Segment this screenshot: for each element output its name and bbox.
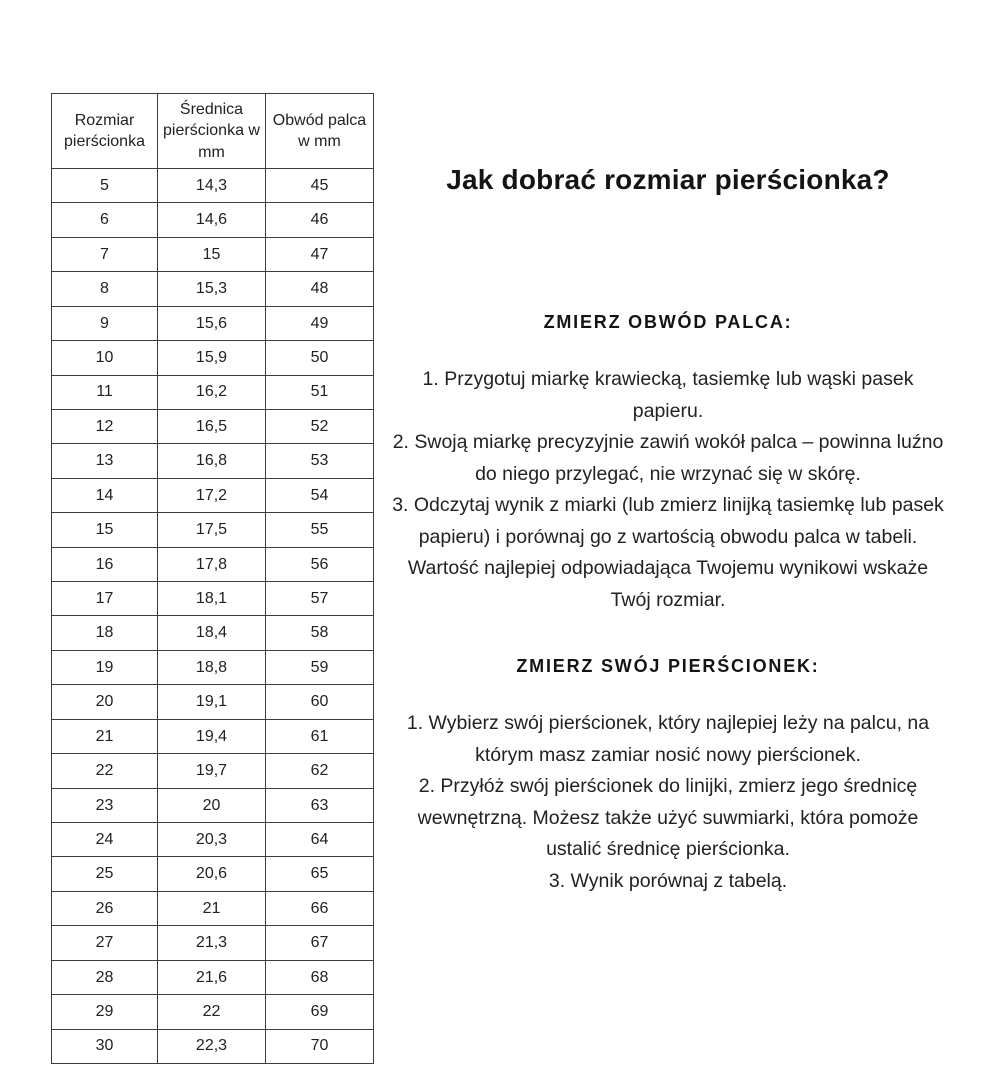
instructions-column bbox=[388, 0, 948, 897]
ring-size-cell: 16 bbox=[52, 547, 158, 581]
finger-circumference-cell: 45 bbox=[266, 169, 374, 203]
ring-size-cell: 25 bbox=[52, 857, 158, 891]
ring-diameter-cell: 18,8 bbox=[158, 650, 266, 684]
finger-circumference-cell: 56 bbox=[266, 547, 374, 581]
ring-size-table-container bbox=[51, 93, 374, 1064]
table-row bbox=[52, 823, 374, 857]
table-row bbox=[52, 926, 374, 960]
ring-size-cell: 21 bbox=[52, 719, 158, 753]
finger-circumference-cell: 50 bbox=[266, 341, 374, 375]
finger-circumference-cell: 54 bbox=[266, 478, 374, 512]
section-heading: ZMIERZ SWÓJ PIERŚCIONEK: bbox=[516, 656, 820, 676]
table-row bbox=[52, 306, 374, 340]
table-row bbox=[52, 409, 374, 443]
ring-diameter-cell: 19,1 bbox=[158, 685, 266, 719]
instruction-item: 1. Przygotuj miarkę krawiecką, tasiemkę lub wąski pasek papieru. bbox=[422, 368, 914, 422]
instruction-item: 3. Wynik porównaj z tabelą. bbox=[548, 869, 788, 892]
table-row bbox=[52, 547, 374, 581]
finger-circumference-cell: 58 bbox=[266, 616, 374, 650]
table-row bbox=[52, 375, 374, 409]
ring-diameter-cell: 22,3 bbox=[158, 1029, 266, 1063]
section-body bbox=[388, 364, 948, 616]
ring-diameter-cell: 21 bbox=[158, 891, 266, 925]
ring-diameter-cell: 17,2 bbox=[158, 478, 266, 512]
ring-size-cell: 19 bbox=[52, 650, 158, 684]
table-row bbox=[52, 650, 374, 684]
ring-diameter-cell: 15,3 bbox=[158, 272, 266, 306]
finger-circumference-cell: 64 bbox=[266, 823, 374, 857]
ring-size-cell: 29 bbox=[52, 995, 158, 1029]
ring-diameter-cell: 21,6 bbox=[158, 960, 266, 994]
instruction-item: 1. Wybierz swój pierścionek, który najlepiej leży na palcu, na którym masz zamiar nosić nowy pierścionek. bbox=[406, 712, 930, 766]
table-row bbox=[52, 582, 374, 616]
finger-circumference-cell: 63 bbox=[266, 788, 374, 822]
ring-diameter-cell: 20,6 bbox=[158, 857, 266, 891]
finger-circumference-cell: 59 bbox=[266, 650, 374, 684]
ring-size-table bbox=[51, 93, 374, 1064]
instruction-item: 2. Swoją miarkę precyzyjnie zawiń wokół palca – powinna luźno do niego przylegać, nie wrzynać się w skórę. bbox=[392, 431, 944, 485]
ring-diameter-cell: 22 bbox=[158, 995, 266, 1029]
finger-circumference-cell: 53 bbox=[266, 444, 374, 478]
ring-diameter-cell: 17,5 bbox=[158, 513, 266, 547]
finger-circumference-cell: 46 bbox=[266, 203, 374, 237]
finger-circumference-cell: 68 bbox=[266, 960, 374, 994]
finger-circumference-cell: 55 bbox=[266, 513, 374, 547]
ring-size-cell: 7 bbox=[52, 237, 158, 271]
finger-circumference-cell: 47 bbox=[266, 237, 374, 271]
page-title: Jak dobrać rozmiar pierścionka? bbox=[446, 164, 890, 195]
finger-circumference-cell: 57 bbox=[266, 582, 374, 616]
ring-size-cell: 8 bbox=[52, 272, 158, 306]
finger-circumference-cell: 48 bbox=[266, 272, 374, 306]
ring-size-cell: 24 bbox=[52, 823, 158, 857]
ring-size-cell: 22 bbox=[52, 754, 158, 788]
section-body bbox=[388, 708, 948, 897]
ring-diameter-cell: 15 bbox=[158, 237, 266, 271]
ring-size-cell: 28 bbox=[52, 960, 158, 994]
ring-diameter-cell: 15,9 bbox=[158, 341, 266, 375]
finger-circumference-cell: 49 bbox=[266, 306, 374, 340]
ring-size-cell: 23 bbox=[52, 788, 158, 822]
table-row bbox=[52, 169, 374, 203]
table-row bbox=[52, 857, 374, 891]
ring-size-cell: 9 bbox=[52, 306, 158, 340]
table-row bbox=[52, 1029, 374, 1063]
ring-size-cell: 11 bbox=[52, 375, 158, 409]
ring-diameter-cell: 18,4 bbox=[158, 616, 266, 650]
ring-size-table-body bbox=[52, 169, 374, 1064]
ring-size-cell: 13 bbox=[52, 444, 158, 478]
ring-diameter-cell: 18,1 bbox=[158, 582, 266, 616]
finger-circumference-cell: 51 bbox=[266, 375, 374, 409]
ring-size-cell: 26 bbox=[52, 891, 158, 925]
table-row bbox=[52, 685, 374, 719]
finger-circumference-cell: 61 bbox=[266, 719, 374, 753]
ring-diameter-cell: 15,6 bbox=[158, 306, 266, 340]
table-row bbox=[52, 960, 374, 994]
table-row bbox=[52, 203, 374, 237]
header-ring-size: Rozmiar pierścionka bbox=[52, 94, 158, 169]
table-row bbox=[52, 272, 374, 306]
ring-size-cell: 5 bbox=[52, 169, 158, 203]
ring-size-cell: 10 bbox=[52, 341, 158, 375]
ring-size-cell: 27 bbox=[52, 926, 158, 960]
table-row bbox=[52, 444, 374, 478]
ring-diameter-cell: 19,7 bbox=[158, 754, 266, 788]
header-finger-circumference: Obwód palca w mm bbox=[266, 94, 374, 169]
ring-diameter-cell: 20,3 bbox=[158, 823, 266, 857]
table-row bbox=[52, 616, 374, 650]
instruction-section bbox=[388, 656, 948, 897]
ring-size-cell: 12 bbox=[52, 409, 158, 443]
ring-diameter-cell: 14,3 bbox=[158, 169, 266, 203]
ring-diameter-cell: 19,4 bbox=[158, 719, 266, 753]
table-row bbox=[52, 719, 374, 753]
finger-circumference-cell: 67 bbox=[266, 926, 374, 960]
ring-size-cell: 6 bbox=[52, 203, 158, 237]
ring-diameter-cell: 16,8 bbox=[158, 444, 266, 478]
table-row bbox=[52, 478, 374, 512]
ring-size-cell: 15 bbox=[52, 513, 158, 547]
finger-circumference-cell: 60 bbox=[266, 685, 374, 719]
ring-diameter-cell: 21,3 bbox=[158, 926, 266, 960]
finger-circumference-cell: 66 bbox=[266, 891, 374, 925]
instruction-item: 2. Przyłóż swój pierścionek do linijki, zmierz jego średnicę wewnętrzną. Możesz także użyć suwmiarki, która pomoże ustalić średnicę pierścionka. bbox=[417, 775, 919, 860]
ring-size-cell: 14 bbox=[52, 478, 158, 512]
finger-circumference-cell: 69 bbox=[266, 995, 374, 1029]
section-heading: ZMIERZ OBWÓD PALCA: bbox=[543, 312, 793, 332]
finger-circumference-cell: 52 bbox=[266, 409, 374, 443]
ring-diameter-cell: 20 bbox=[158, 788, 266, 822]
finger-circumference-cell: 65 bbox=[266, 857, 374, 891]
instruction-section bbox=[388, 312, 948, 616]
table-row bbox=[52, 341, 374, 375]
ring-diameter-cell: 17,8 bbox=[158, 547, 266, 581]
header-ring-diameter: Średnica pierścionka w mm bbox=[158, 94, 266, 169]
table-row bbox=[52, 513, 374, 547]
ring-diameter-cell: 16,2 bbox=[158, 375, 266, 409]
ring-diameter-cell: 16,5 bbox=[158, 409, 266, 443]
ring-size-table-head bbox=[52, 94, 374, 169]
ring-size-cell: 30 bbox=[52, 1029, 158, 1063]
ring-size-cell: 17 bbox=[52, 582, 158, 616]
ring-size-cell: 20 bbox=[52, 685, 158, 719]
table-header-row bbox=[52, 94, 374, 169]
instructions bbox=[388, 312, 948, 897]
finger-circumference-cell: 62 bbox=[266, 754, 374, 788]
ring-diameter-cell: 14,6 bbox=[158, 203, 266, 237]
table-row bbox=[52, 788, 374, 822]
table-row bbox=[52, 237, 374, 271]
ring-size-cell: 18 bbox=[52, 616, 158, 650]
table-row bbox=[52, 995, 374, 1029]
table-row bbox=[52, 754, 374, 788]
instruction-item: 3. Odczytaj wynik z miarki (lub zmierz linijką tasiemkę lub pasek papieru) i porównaj go z wartością obwodu palca w tabeli. Wartość najlepiej odpowiadająca Twojemu wynikowi wskaże Twój rozmiar. bbox=[392, 494, 944, 611]
finger-circumference-cell: 70 bbox=[266, 1029, 374, 1063]
table-row bbox=[52, 891, 374, 925]
